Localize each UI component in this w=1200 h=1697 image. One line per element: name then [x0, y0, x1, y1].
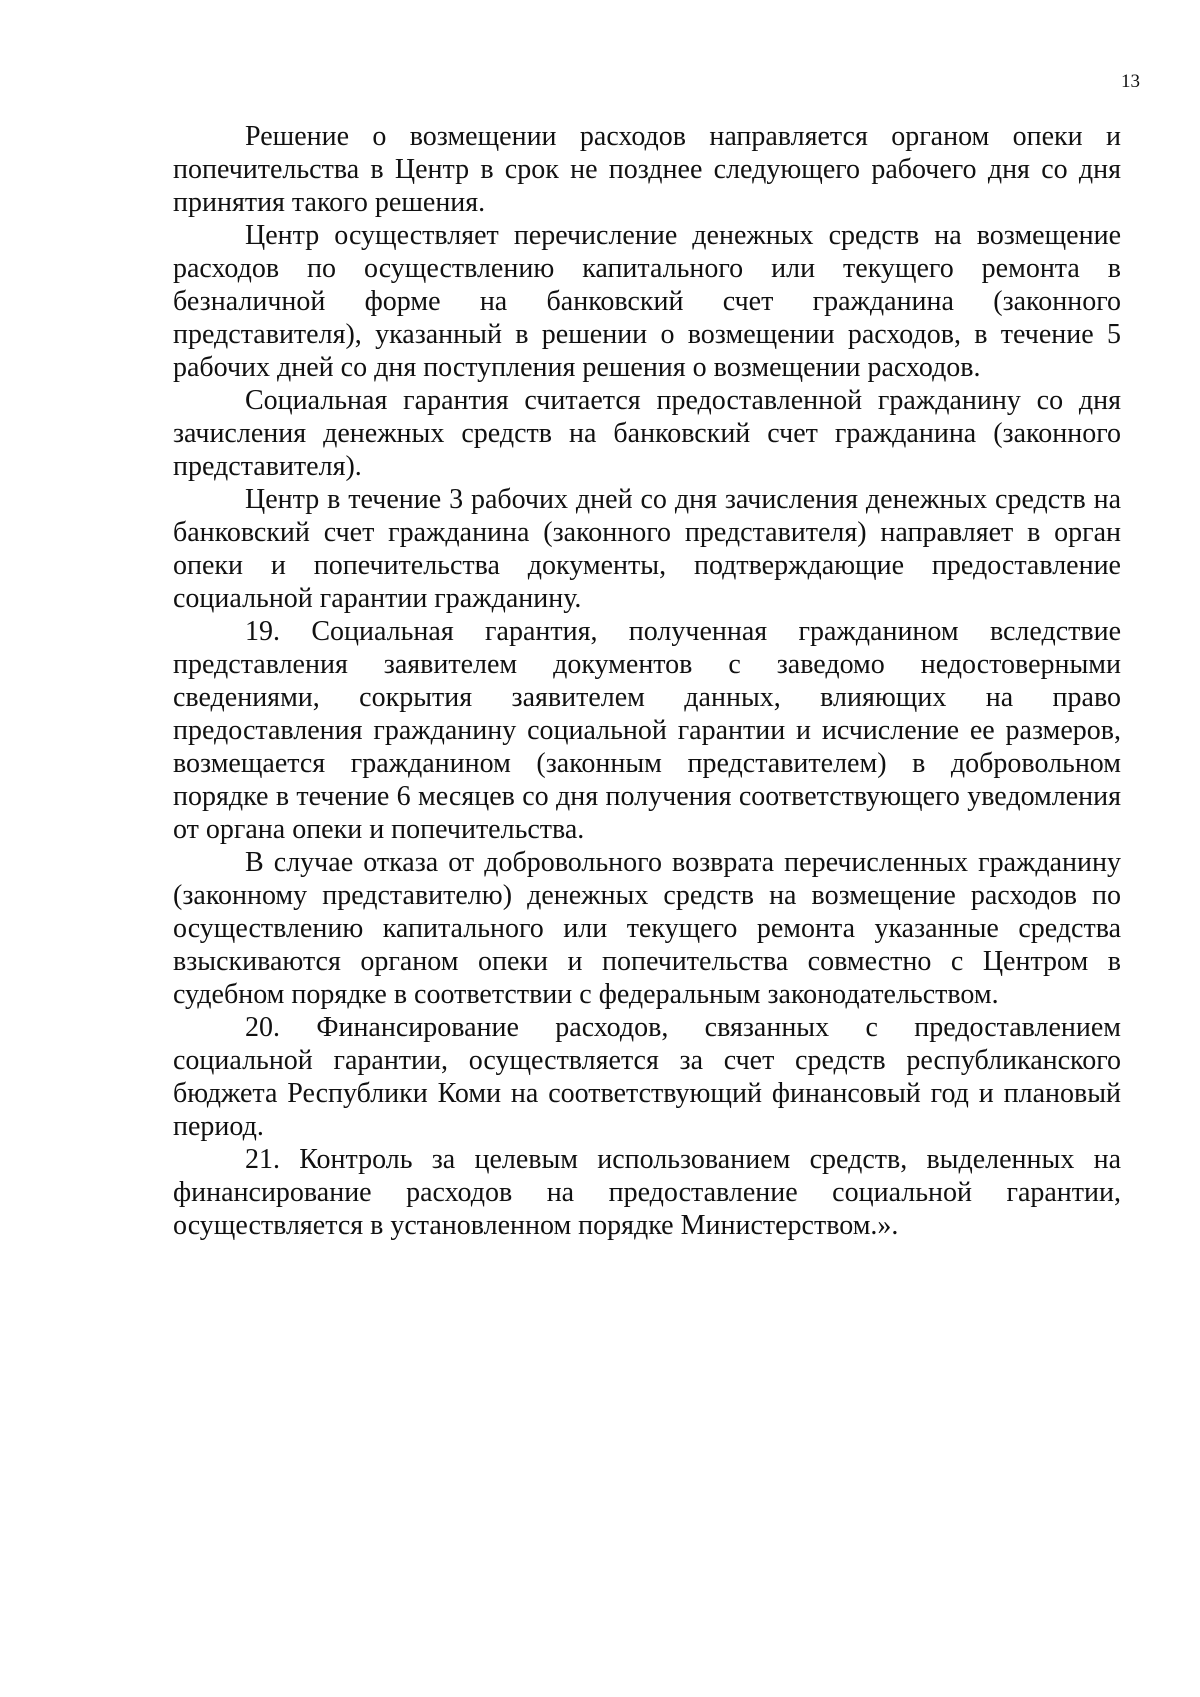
document-body [173, 120, 1121, 1242]
paragraph-reimbursement-decision: Решение о возмещении расходов направляется органом опеки и попечительства в Центр в срок не позднее следующего рабочего дня со дня принятия такого решения. [173, 121, 1121, 218]
paragraph-guarantee-provided: Социальная гарантия считается предоставленной гражданину со дня зачисления денежных средств на банковский счет гражданина (законного представителя). [173, 385, 1121, 482]
paragraph-clause-21: 21. Контроль за целевым использованием средств, выделенных на финансирование расходов на предоставление социальной гарантии, осуществляется в установленном порядке Министерством.». [173, 1144, 1121, 1241]
paragraph-funds-transfer: Центр осуществляет перечисление денежных средств на возмещение расходов по осуществлению капитального или текущего ремонта в безналичной форме на банковский счет гражданина (законного представителя), указанный в решении о возмещении расходов, в течение 5 рабочих дней со дня поступления решения о возмещении расходов. [173, 220, 1121, 383]
paragraph-confirmation-documents: Центр в течение 3 рабочих дней со дня зачисления денежных средств на банковский счет гражданина (законного представителя) направляет в орган опеки и попечительства документы, подтверждающие предоставление социальной гарантии гражданину. [173, 484, 1121, 614]
paragraph-clause-20: 20. Финансирование расходов, связанных с предоставлением социальной гарантии, осуществляется за счет средств республиканского бюджета Республики Коми на соответствующий финансовый год и плановый период. [173, 1012, 1121, 1142]
page-number: 13 [1121, 71, 1140, 92]
paragraph-clause-19: 19. Социальная гарантия, полученная гражданином вследствие представления заявителем документов с заведомо недостоверными сведениями, сокрытия заявителем данных, влияющих на право предоставления гражданину социальной гарантии и исчисление ее размеров, возмещается гражданином (законным представителем) в добровольном порядке в течение 6 месяцев со дня получения соответствующего уведомления от органа опеки и попечительства. [173, 616, 1121, 845]
paragraph-refusal-recovery: В случае отказа от добровольного возврата перечисленных гражданину (законному представителю) денежных средств на возмещение расходов по осуществлению капитального или текущего ремонта указанные средства взыскиваются органом опеки и попечительства совместно с Центром в судебном порядке в соответствии с федеральным законодательством. [173, 847, 1121, 1010]
